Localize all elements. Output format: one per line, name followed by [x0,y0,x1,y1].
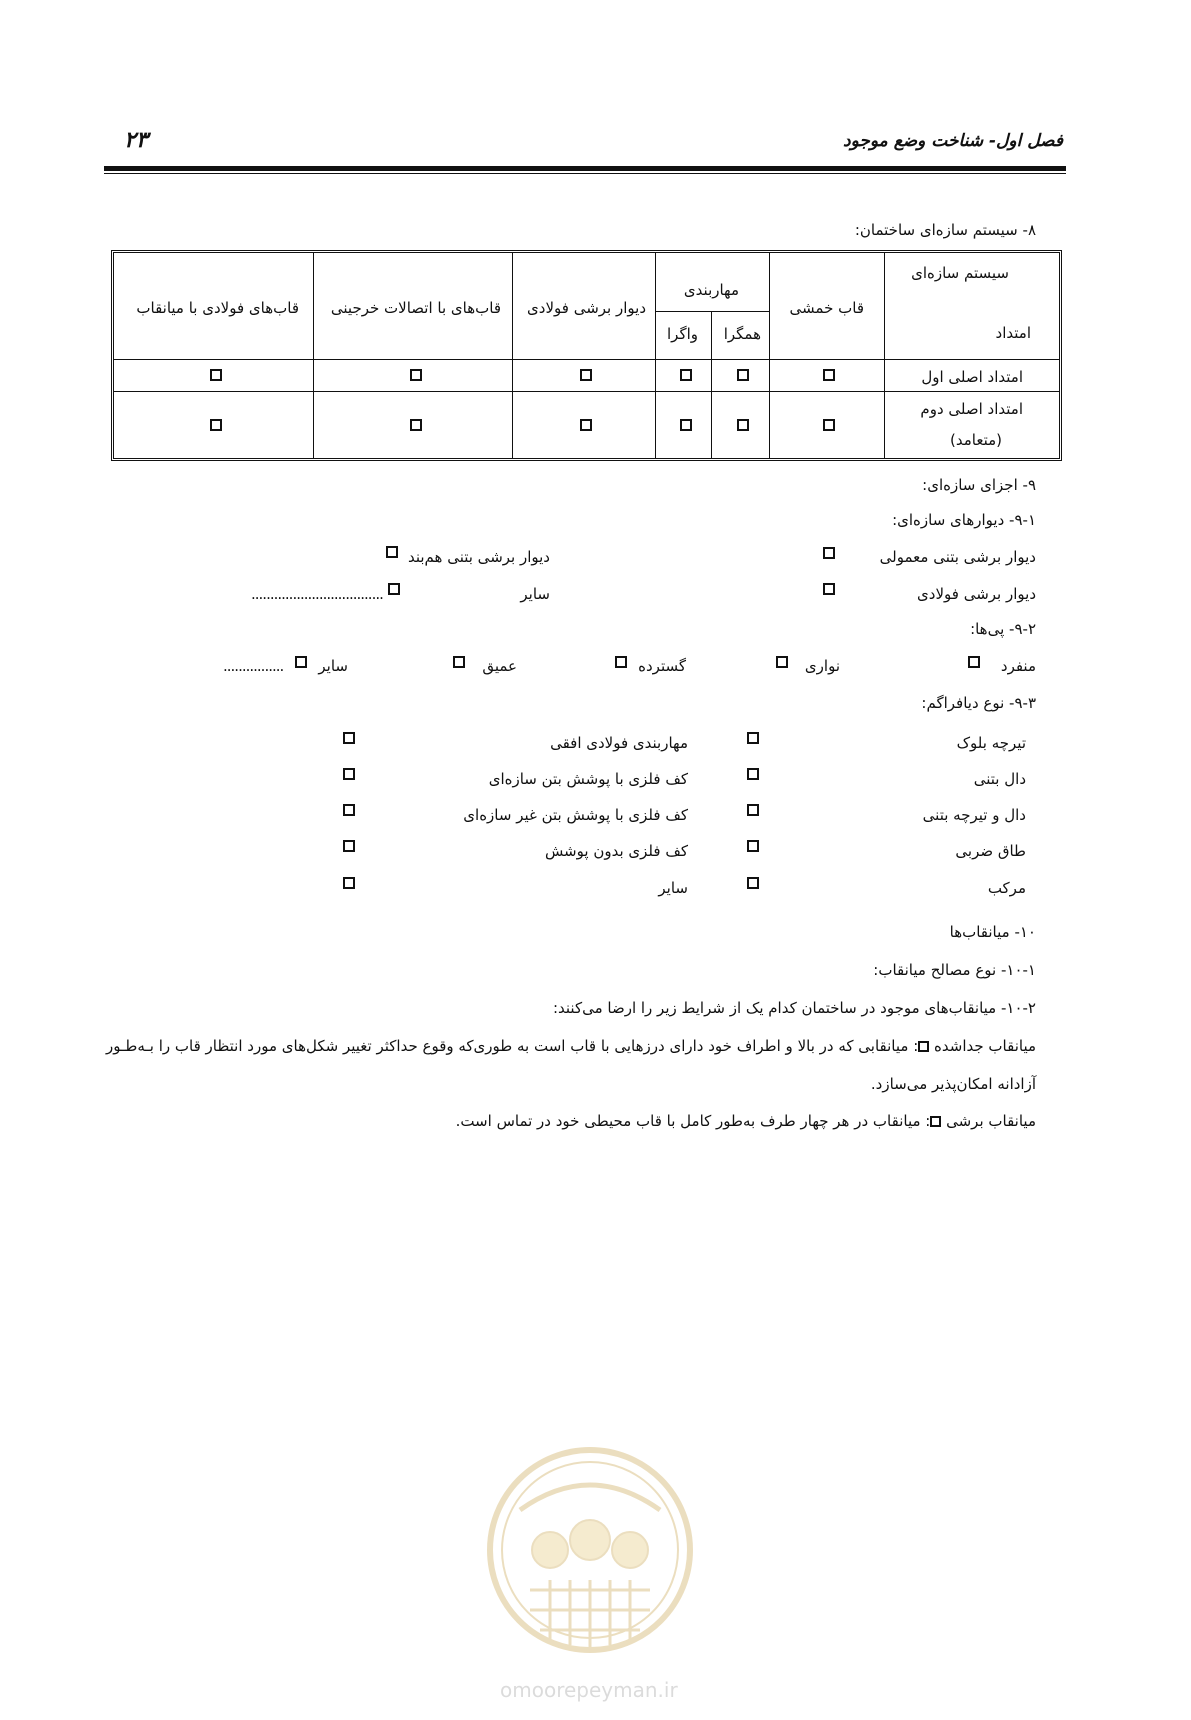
infill-material-heading: ۱۰-۱- نوع مصالح میانقاب: [873,961,1036,979]
wall-ordinary-concrete-label: دیوار برشی بتنی معمولی [879,548,1036,566]
col-divider [769,253,770,458]
section-10-heading: ۱۰- میانقاب‌ها [949,923,1036,941]
wall-coupled-concrete-label: دیوار برشی بتنی هم‌بند [407,548,550,566]
foundation-other-label: سایر [318,657,348,675]
row-2-label-line2: (متعامد) [950,431,1002,449]
diaphragm-option-label: کف فلزی با پوشش بتن سازه‌ای [488,770,688,788]
row-2-label-line1: امتداد اصلی دوم [920,400,1023,418]
checkbox-diaphragm-composite[interactable] [747,877,759,889]
checkbox-foundation-other[interactable] [295,656,307,668]
diaphragm-option-label: کف فلزی بدون پوشش [544,842,688,860]
col-divider [512,253,513,458]
header-rule-thick [104,166,1066,171]
watermark-logo [480,1440,700,1720]
col-bracing: مهاربندی [683,281,739,299]
page-number: ۲۳ [124,128,148,153]
col-moment-frame: قاب خمشی [789,299,864,317]
row-1-label: امتداد اصلی اول [921,368,1023,386]
foundation-strip-label: نواری [804,657,840,675]
checkbox-row2-concentric[interactable] [737,419,749,431]
header-rule-thin [104,173,1066,174]
infill-conditions-heading: ۱۰-۲- میانقاب‌های موجود در ساختمان کدام یک از شرایط زیر را ارضا می‌کنند: [552,999,1036,1017]
col-infill-frames: قاب‌های فولادی با میانقاب [136,299,299,317]
row-divider [114,359,1059,360]
checkbox-wall-ordinary-concrete[interactable] [823,547,835,559]
separated-infill-line [106,1036,1036,1056]
diaphragm-option-label: دال بتنی [973,770,1026,788]
walls-heading: ۹-۱- دیوارهای سازه‌ای: [892,511,1036,529]
col-steel-shear-wall: دیوار برشی فولادی [527,299,646,317]
separated-infill-line-2: آزادانه امکان‌پذیر می‌سازد. [870,1075,1036,1093]
diaphragm-option-label: مرکب [987,879,1026,897]
checkbox-diaphragm-other[interactable] [343,877,355,889]
wall-other-label: سایر [520,585,550,603]
checkbox-shear-infill[interactable] [930,1116,941,1127]
wall-steel-label: دیوار برشی فولادی [917,585,1036,603]
watermark-seal-icon [480,1440,700,1700]
diaphragm-option-label: کف فلزی با پوشش بتن غیر سازه‌ای [463,806,688,824]
col-divider [313,253,314,458]
checkbox-row1-moment-frame[interactable] [823,369,835,381]
wall-other-fill-line[interactable]: ................................... [251,585,383,603]
diaphragm-option-label: تیرچه بلوک [956,734,1026,752]
checkbox-row1-concentric[interactable] [737,369,749,381]
watermark-url: omoorepeyman.ir [500,1678,678,1702]
checkbox-diaphragm-bare-metal-deck[interactable] [343,840,355,852]
separated-infill-text: : میانقابی که در بالا و اطراف خود دارای درزهایی با قاب است به طوری‌که وقوع حداکثر تغییر شکل‌های مورد انتظار قاب را بـه‌طـور [106,1037,919,1055]
checkbox-foundation-deep[interactable] [453,656,465,668]
checkbox-diaphragm-joist-block[interactable] [747,732,759,744]
diaphragm-option-label: طاق ضربی [955,842,1026,860]
checkbox-wall-other[interactable] [388,583,400,595]
row-divider [114,391,1059,392]
checkbox-diaphragm-metal-deck-structural[interactable] [343,768,355,780]
foundation-isolated-label: منفرد [1000,657,1036,675]
corner-top-label: سیستم سازه‌ای [911,264,1009,282]
checkbox-diaphragm-slab-joist[interactable] [747,804,759,816]
col-divider [655,253,656,458]
diaphragm-option-label: دال و تیرچه بتنی [922,806,1026,824]
checkbox-diaphragm-jack-arch[interactable] [747,840,759,852]
row-divider [655,311,769,312]
checkbox-diaphragm-metal-deck-nonstructural[interactable] [343,804,355,816]
checkbox-foundation-mat[interactable] [615,656,627,668]
col-concentric: همگرا [723,325,761,343]
foundations-heading: ۹-۲- پی‌ها: [970,620,1036,638]
corner-bottom-label: امتداد [995,324,1031,342]
col-eccentric: واگرا [667,325,698,343]
shear-infill-text: : میانقاب در هر چهار طرف به‌طور کامل با قاب محیطی خود در تماس است. [455,1112,931,1130]
col-divider [884,253,885,458]
checkbox-foundation-isolated[interactable] [968,656,980,668]
col-divider [711,311,712,458]
checkbox-row1-steel-shear-wall[interactable] [580,369,592,381]
diaphragm-option-label: مهاربندی فولادی افقی [550,734,688,752]
foundation-other-fill-line[interactable]: ................ [223,657,284,675]
checkbox-row2-outrigger-frames[interactable] [410,419,422,431]
checkbox-wall-coupled-concrete[interactable] [386,546,398,558]
checkbox-row2-steel-shear-wall[interactable] [580,419,592,431]
checkbox-diaphragm-concrete-slab[interactable] [747,768,759,780]
foundation-mat-label: گسترده [638,657,686,675]
checkbox-row1-outrigger-frames[interactable] [410,369,422,381]
checkbox-row2-infill-frames[interactable] [210,419,222,431]
foundation-deep-label: عمیق [482,657,517,675]
checkbox-row1-eccentric[interactable] [680,369,692,381]
shear-infill-label: میانقاب برشی [946,1112,1036,1130]
checkbox-diaphragm-horizontal-bracing[interactable] [343,732,355,744]
diaphragm-heading: ۹-۳- نوع دیافراگم: [921,694,1036,712]
diaphragm-option-label: سایر [658,879,688,897]
col-outrigger-frames: قاب‌های با اتصالات خرجینی [330,299,501,317]
checkbox-foundation-strip[interactable] [776,656,788,668]
checkbox-separated-infill[interactable] [918,1041,929,1052]
shear-infill-line [456,1111,1036,1131]
checkbox-row2-moment-frame[interactable] [823,419,835,431]
checkbox-row2-eccentric[interactable] [680,419,692,431]
chapter-title: فصل اول- شناخت وضع موجود [843,131,1063,151]
section-9-heading: ۹- اجزای سازه‌ای: [922,476,1036,494]
section-8-heading: ۸- سیستم سازه‌ای ساختمان: [854,221,1036,239]
separated-infill-label: میانقاب جداشده [934,1037,1036,1055]
checkbox-wall-steel[interactable] [823,583,835,595]
checkbox-row1-infill-frames[interactable] [210,369,222,381]
